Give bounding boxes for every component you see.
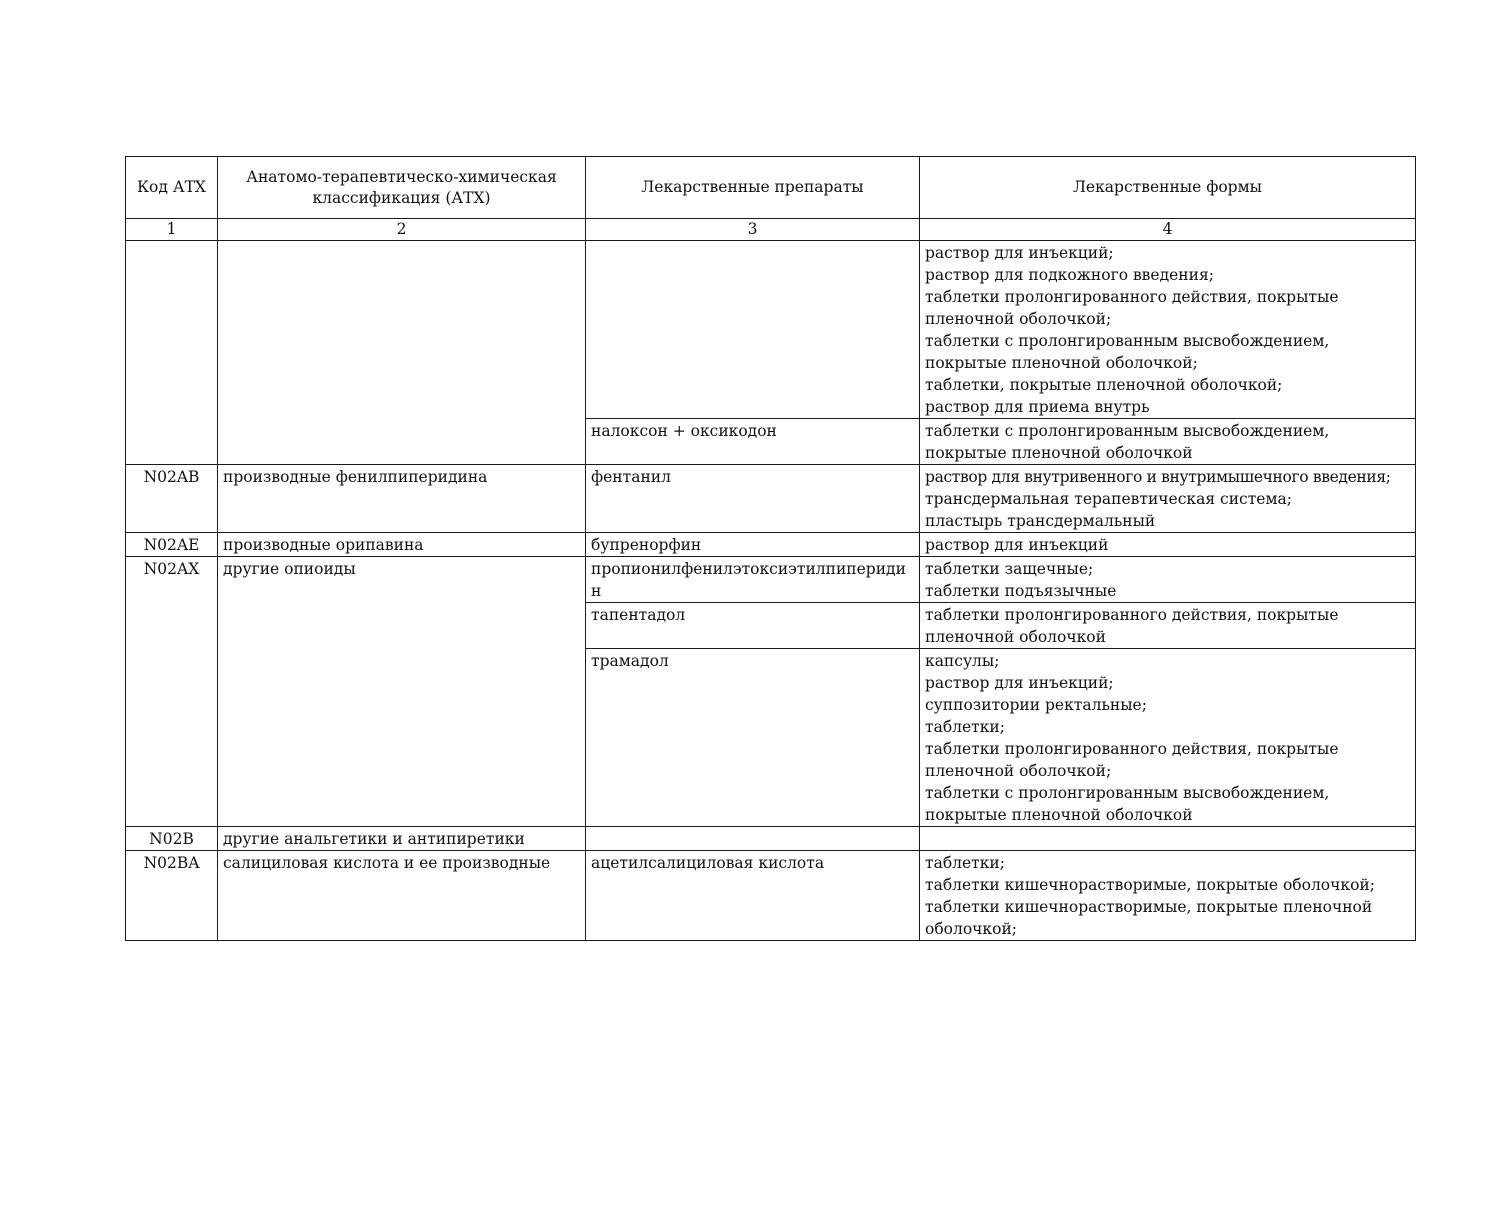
- forms-cell: [920, 241, 1416, 419]
- form-item: таблетки с пролонгированным высвобождением, покрытые пленочной оболочкой;: [925, 332, 1330, 372]
- form-item: таблетки подъязычные: [925, 582, 1117, 600]
- form-item: таблетки кишечнорастворимые, покрытые оболочкой;: [925, 876, 1375, 894]
- drug-cell: пропионилфенилэтоксиэтилпиперидин: [586, 557, 920, 603]
- classification-cell: другие опиоиды: [218, 557, 586, 827]
- drug-cell: [586, 241, 920, 419]
- atx-drug-table: [125, 156, 1416, 941]
- form-item: капсулы;: [925, 652, 1000, 670]
- column-number-4: 4: [920, 219, 1416, 241]
- drug-cell: фентанил: [586, 465, 920, 533]
- form-item: суппозитории ректальные;: [925, 696, 1147, 714]
- forms-cell: [920, 827, 1416, 851]
- table-row: [126, 465, 1416, 533]
- forms-cell: [920, 603, 1416, 649]
- form-item: таблетки пролонгированного действия, покрытые пленочной оболочкой;: [925, 740, 1339, 780]
- table-row: [126, 851, 1416, 941]
- classification-cell: другие анальгетики и антипиретики: [218, 827, 586, 851]
- table-row: [126, 827, 1416, 851]
- drug-cell: тапентадол: [586, 603, 920, 649]
- form-item: таблетки;: [925, 718, 1005, 736]
- forms-cell: [920, 851, 1416, 941]
- form-item: раствор для инъекций;: [925, 244, 1114, 262]
- drug-cell: трамадол: [586, 649, 920, 827]
- form-item: таблетки пролонгированного действия, покрытые пленочной оболочкой;: [925, 288, 1339, 328]
- table-row: [126, 533, 1416, 557]
- classification-cell: производные фенилпиперидина: [218, 465, 586, 533]
- atx-code-cell: N02AE: [126, 533, 218, 557]
- table-row: [126, 557, 1416, 603]
- header-code: Код АТХ: [126, 157, 218, 219]
- atx-code-cell: N02B: [126, 827, 218, 851]
- form-item: трансдермальная терапевтическая система;: [925, 490, 1292, 508]
- form-item: раствор для инъекций;: [925, 674, 1114, 692]
- form-item: таблетки с пролонгированным высвобождением, покрытые пленочной оболочкой: [925, 422, 1330, 462]
- classification-cell: [218, 241, 586, 465]
- forms-cell: [920, 465, 1416, 533]
- form-item: таблетки;: [925, 854, 1005, 872]
- form-item: таблетки защечные;: [925, 560, 1094, 578]
- atx-code-cell: N02BA: [126, 851, 218, 941]
- drug-cell: налоксон + оксикодон: [586, 419, 920, 465]
- forms-cell: [920, 557, 1416, 603]
- header-row: [126, 157, 1416, 219]
- form-item: раствор для внутривенного и внутримышечного введения;: [925, 468, 1391, 486]
- classification-cell: салициловая кислота и ее производные: [218, 851, 586, 941]
- table-row: [126, 241, 1416, 419]
- form-item: раствор для подкожного введения;: [925, 266, 1214, 284]
- drug-cell: ацетилсалициловая кислота: [586, 851, 920, 941]
- column-number-3: 3: [586, 219, 920, 241]
- drug-cell: [586, 827, 920, 851]
- form-item: таблетки с пролонгированным высвобождением, покрытые пленочной оболочкой: [925, 784, 1330, 824]
- column-number-1: 1: [126, 219, 218, 241]
- form-item: таблетки, покрытые пленочной оболочкой;: [925, 376, 1283, 394]
- column-number-2: 2: [218, 219, 586, 241]
- header-forms: Лекарственные формы: [920, 157, 1416, 219]
- column-number-row: [126, 219, 1416, 241]
- atx-code-cell: N02AB: [126, 465, 218, 533]
- form-item: таблетки кишечнорастворимые, покрытые пленочной оболочкой;: [925, 898, 1373, 938]
- header-drugs: Лекарственные препараты: [586, 157, 920, 219]
- atx-code-cell: [126, 241, 218, 465]
- forms-cell: [920, 649, 1416, 827]
- form-item: раствор для приема внутрь: [925, 398, 1150, 416]
- forms-cell: [920, 419, 1416, 465]
- drug-cell: бупренорфин: [586, 533, 920, 557]
- form-item: пластырь трансдермальный: [925, 512, 1156, 530]
- header-classification: Анатомо-терапевтическо-химическая классификация (АТХ): [218, 157, 586, 219]
- forms-cell: [920, 533, 1416, 557]
- atx-code-cell: N02AX: [126, 557, 218, 827]
- form-item: таблетки пролонгированного действия, покрытые пленочной оболочкой: [925, 606, 1339, 646]
- form-item: раствор для инъекций: [925, 536, 1109, 554]
- classification-cell: производные орипавина: [218, 533, 586, 557]
